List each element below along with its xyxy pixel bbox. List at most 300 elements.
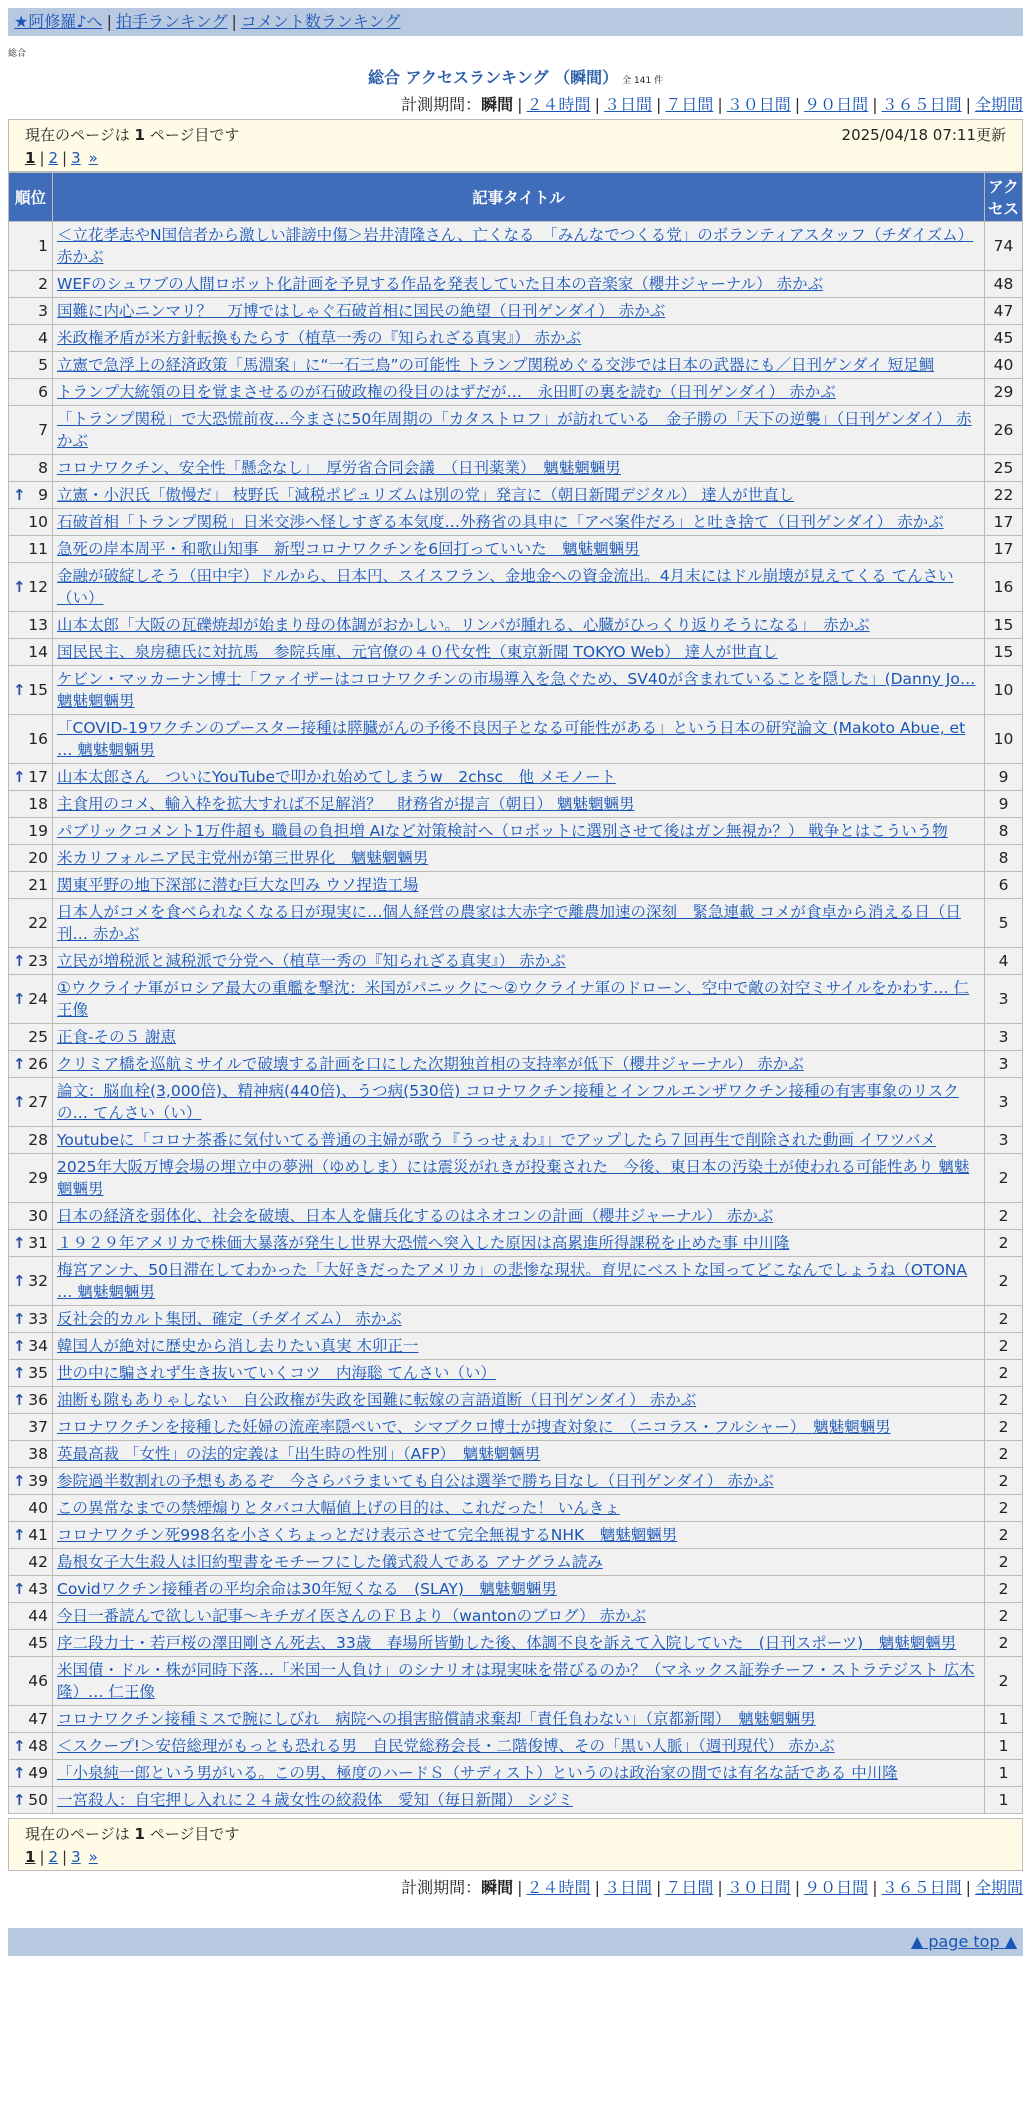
title-cell	[53, 1760, 985, 1787]
rank-cell	[9, 1522, 53, 1549]
rank-cell	[9, 764, 53, 791]
separator: |	[594, 1878, 600, 1897]
page-info-panel-bottom	[8, 1818, 1023, 1871]
access-count: 3	[985, 1127, 1023, 1154]
rank-cell	[9, 1024, 53, 1051]
article-link[interactable]: ＜立花孝志やN国信者から激しい誹謗中傷＞岩井清隆さん、亡くなる 「みんなでつくる党」のボランティアスタッフ（チダイズム） 赤かぶ	[57, 226, 974, 266]
period-link[interactable]: ２４時間	[526, 1878, 591, 1897]
rank-number: 16	[28, 730, 48, 748]
page-link[interactable]: 2	[48, 1848, 59, 1866]
next-page-link[interactable]: »	[88, 1848, 98, 1866]
rank-number: 40	[28, 1499, 48, 1517]
rank-cell	[9, 1230, 53, 1257]
period-link[interactable]: ３６５日間	[881, 95, 962, 114]
title-cell	[53, 379, 985, 406]
title-cell	[53, 482, 985, 509]
separator: |	[39, 149, 45, 167]
separator: |	[106, 12, 112, 31]
title-cell	[53, 1468, 985, 1495]
rank-number: 15	[28, 681, 48, 699]
title-cell	[53, 1203, 985, 1230]
article-link[interactable]: １９２９年アメリカで株価大暴落が発生し世界大恐慌へ突入した原因は高累進所得課税を止めた事 中川隆	[57, 1234, 790, 1252]
rank-number: 1	[38, 237, 48, 255]
title-cell	[53, 639, 985, 666]
clap-ranking-link[interactable]: 拍手ランキング	[115, 12, 228, 31]
article-link[interactable]: ケビン・マッカーナン博士「ファイザーはコロナワクチンの市場導入を急ぐため、SV40が含まれていることを隠した」(Danny Jo… 魑魅魍魎男	[57, 670, 976, 710]
article-link[interactable]: 2025年大阪万博会場の埋立中の夢洲（ゆめしま）には震災がれきが投棄された 今後、東日本の汚染土が使われる可能性あり 魑魅魍魎男	[57, 1158, 970, 1198]
access-count: 8	[985, 818, 1023, 845]
rank-cell	[9, 222, 53, 271]
period-link[interactable]: ３日間	[603, 95, 652, 114]
rank-number: 20	[28, 849, 48, 867]
access-count: 2	[985, 1495, 1023, 1522]
separator: |	[717, 1878, 723, 1897]
rank-cell	[9, 1078, 53, 1127]
period-link[interactable]: ７日間	[665, 1878, 714, 1897]
table-row	[9, 1630, 1023, 1657]
article-link[interactable]: 反社会的カルト集団、確定（チダイズム） 赤かぶ	[57, 1310, 402, 1328]
category-label: 総合	[8, 49, 27, 59]
period-link[interactable]: ３０日間	[726, 1878, 791, 1897]
separator: |	[965, 95, 971, 114]
access-count: 10	[985, 715, 1023, 764]
title-cell	[53, 899, 985, 948]
article-link[interactable]: コロナワクチン、安全性「懸念なし」 厚労省合同会議 （日刊薬業） 魑魅魍魎男	[57, 459, 621, 477]
rank-number: 33	[28, 1310, 48, 1328]
access-count: 2	[985, 1154, 1023, 1203]
table-row	[9, 352, 1023, 379]
table-row	[9, 612, 1023, 639]
rank-number: 27	[28, 1093, 48, 1111]
article-link[interactable]: 韓国人が絶対に歴史から消し去りたい真実 木卯正一	[57, 1337, 419, 1355]
title-cell	[53, 1051, 985, 1078]
rank-cell	[9, 1203, 53, 1230]
article-link[interactable]: 日本人がコメを食べられなくなる日が現実に…個人経営の農家は大赤字で離農加速の深刻 緊急連載 コメが食卓から消える日（日刊… 赤かぶ	[57, 903, 961, 943]
rank-number: 39	[28, 1472, 48, 1490]
access-count: 2	[985, 1549, 1023, 1576]
period-link[interactable]: ３０日間	[726, 95, 791, 114]
rank-up-icon: ↑	[13, 1337, 26, 1355]
rank-number: 22	[28, 914, 48, 932]
article-link[interactable]: 立民が増税派と減税派で分党へ（植草一秀の『知られざる真実』） 赤かぶ	[57, 952, 566, 970]
rank-up-icon: ↑	[13, 1272, 26, 1290]
access-count: 15	[985, 612, 1023, 639]
access-count: 48	[985, 271, 1023, 298]
title-cell	[53, 1603, 985, 1630]
table-row	[9, 639, 1023, 666]
title-cell	[53, 764, 985, 791]
rank-cell	[9, 666, 53, 715]
rank-cell	[9, 455, 53, 482]
access-count: 2	[985, 1468, 1023, 1495]
article-link[interactable]: Youtubeに「コロナ茶番に気付いてる普通の主婦が歌う『うっせぇわ』」でアップしたら７回再生で削除された動画 イワツバメ	[57, 1131, 936, 1149]
period-label: 計測期間：	[401, 95, 482, 114]
title-cell	[53, 1257, 985, 1306]
access-count: 2	[985, 1630, 1023, 1657]
page-title-row	[0, 65, 1031, 88]
rank-up-icon: ↑	[13, 1526, 26, 1544]
table-row	[9, 455, 1023, 482]
separator: |	[872, 95, 878, 114]
rank-cell	[9, 715, 53, 764]
table-row	[9, 715, 1023, 764]
title-cell	[53, 612, 985, 639]
footer-bar	[8, 1928, 1023, 1956]
article-link[interactable]: 米国債・ドル・株が同時下落…「米国一人負け」のシナリオは現実味を帯びるのか？（マネックス証券チーフ・ストラテジスト 広木隆）… 仁王像	[57, 1661, 975, 1701]
article-link[interactable]: 山本太郎「大阪の瓦礫焼却が始まり母の体調がおかしい。リンパが腫れる、心臓がひっくり返りそうになる」 赤かぶ	[57, 616, 870, 634]
rank-cell	[9, 1154, 53, 1203]
rank-cell	[9, 1387, 53, 1414]
access-count: 1	[985, 1760, 1023, 1787]
article-link[interactable]: 米政権矛盾が米方針転換もたらす（植草一秀の『知られざる真実』） 赤かぶ	[57, 329, 582, 347]
rank-up-icon: ↑	[13, 681, 26, 699]
title-cell	[53, 509, 985, 536]
article-link[interactable]: ＜スクープ!＞安倍総理がもっとも恐れる男 自民党総務会長・二階俊博、その「黒い人脈」（週刊現代） 赤かぶ	[57, 1737, 835, 1755]
access-count: 2	[985, 1203, 1023, 1230]
rank-number: 4	[38, 329, 48, 347]
rank-number: 26	[28, 1055, 48, 1073]
period-link[interactable]: 全期間	[974, 1878, 1023, 1897]
article-link[interactable]: 島根女子大生殺人は旧約聖書をモチーフにした儀式殺人である アナグラム読み	[57, 1553, 603, 1571]
rank-number: 46	[28, 1672, 48, 1690]
title-cell	[53, 1576, 985, 1603]
article-link[interactable]: 序二段力士・若戸桜の澤田剛さん死去、33歳 春場所皆勤した後、体調不良を訴えて入院していた (日刊スポーツ) 魑魅魍魎男	[57, 1634, 957, 1652]
title-cell	[53, 1522, 985, 1549]
table-row	[9, 1024, 1023, 1051]
page-top-link[interactable]: ▲ page top ▲	[910, 1932, 1017, 1951]
access-count: 2	[985, 1657, 1023, 1706]
pagination	[25, 149, 1006, 167]
rank-number: 3	[38, 302, 48, 320]
article-link[interactable]: パブリックコメント1万件超も 職員の負担増 AIなど対策検討へ（ロボットに選別させて後はガン無視か？） 戦争とはこういう物	[57, 822, 948, 840]
access-count: 3	[985, 1024, 1023, 1051]
access-count: 2	[985, 1576, 1023, 1603]
access-count: 9	[985, 764, 1023, 791]
rank-number: 13	[28, 616, 48, 634]
table-row	[9, 1733, 1023, 1760]
rank-number: 30	[28, 1207, 48, 1225]
title-cell	[53, 1154, 985, 1203]
title-cell	[53, 536, 985, 563]
rank-cell	[9, 1051, 53, 1078]
article-link[interactable]: トランプ大統領の目を覚まさせるのが石破政権の役目のはずだが… 永田町の裏を読む（日刊ゲンダイ） 赤かぶ	[57, 383, 836, 401]
article-link[interactable]: 石破首相「トランプ関税」日米交渉へ怪しすぎる本気度…外務省の具申に「アベ案件だろ」と吐き捨て（日刊ゲンダイ） 赤かぶ	[57, 513, 944, 531]
article-link[interactable]: 急死の岸本周平・和歌山知事 新型コロナワクチンを6回打っていいた 魑魅魍魎男	[57, 540, 640, 558]
title-cell	[53, 1333, 985, 1360]
rank-up-icon: ↑	[13, 990, 26, 1008]
article-link[interactable]: 「小泉純一郎という男がいる。この男、極度のハードＳ（サディスト）というのは政治家の間では有名な話である 中川隆	[57, 1764, 898, 1782]
rank-number: 11	[28, 540, 48, 558]
article-link[interactable]: 今日一番読んで欲しい記事～キチガイ医さんのＦＢより（wantonのブログ） 赤かぶ	[57, 1607, 647, 1625]
rank-number: 28	[28, 1131, 48, 1149]
table-row	[9, 563, 1023, 612]
article-link[interactable]: ①ウクライナ軍がロシア最大の重艦を撃沈：米国がパニックに～②ウクライナ軍のドローン、空中で敵の対空ミサイルをかわす… 仁王像	[57, 979, 970, 1019]
rank-cell	[9, 948, 53, 975]
article-link[interactable]: 参院過半数割れの予想もあるぞ 今さらバラまいても自公は選挙で勝ち目なし（日刊ゲンダイ） 赤かぶ	[57, 1472, 774, 1490]
table-row	[9, 325, 1023, 352]
access-count: 17	[985, 536, 1023, 563]
rank-number: 36	[28, 1391, 48, 1409]
article-link[interactable]: コロナワクチン接種ミスで腕にしびれ 病院への損害賠償請求棄却「責任負わない」（京都新聞） 魑魅魍魎男	[57, 1710, 816, 1728]
access-count: 17	[985, 509, 1023, 536]
title-cell	[53, 975, 985, 1024]
article-link[interactable]: 国民民主、泉房穂氏に対抗馬 参院兵庫、元官僚の４０代女性（東京新聞 TOKYO Web） 達人が世直し	[57, 643, 778, 661]
rank-number: 50	[28, 1791, 48, 1809]
title-cell	[53, 715, 985, 764]
period-link[interactable]: ７日間	[665, 95, 714, 114]
period-link[interactable]: ３６５日間	[881, 1878, 962, 1897]
article-link[interactable]: 国難に内心ニンマリ？ 万博ではしゃぐ石破首相に国民の絶望（日刊ゲンダイ） 赤かぶ	[57, 302, 666, 320]
table-row	[9, 1495, 1023, 1522]
title-cell	[53, 1495, 985, 1522]
separator: |	[62, 149, 68, 167]
rank-cell	[9, 1657, 53, 1706]
article-link[interactable]: 日本の経済を弱体化、社会を破壊、日本人を傭兵化するのはネオコンの計画（櫻井ジャーナル） 赤かぶ	[57, 1207, 774, 1225]
separator: |	[717, 95, 723, 114]
rank-cell	[9, 612, 53, 639]
table-row	[9, 1576, 1023, 1603]
separator: |	[655, 1878, 662, 1897]
rank-cell	[9, 298, 53, 325]
article-link[interactable]: 「トランプ関税」で大恐慌前夜…今まさに50年周期の「カタストロフ」が訪れている 金子勝の「天下の逆襲」（日刊ゲンダイ） 赤かぶ	[57, 410, 972, 450]
article-link[interactable]: 米カリフォルニア民主党州が第三世界化 魑魅魍魎男	[57, 849, 429, 867]
table-row	[9, 222, 1023, 271]
table-row	[9, 1414, 1023, 1441]
article-link[interactable]: 油断も隙もありゃしない 自公政権が失政を国難に転嫁の言語道断（日刊ゲンダイ） 赤かぶ	[57, 1391, 697, 1409]
rank-number: 6	[38, 383, 48, 401]
article-link[interactable]: 梅宮アンナ、50日滞在してわかった「大好きだったアメリカ」の悲惨な現状。育児にベストな国ってどこなんでしょうね（OTONA … 魑魅魍魎男	[57, 1261, 968, 1301]
table-row	[9, 1441, 1023, 1468]
article-link[interactable]: コロナワクチンを接種した妊婦の流産率隠ぺいで、シマブクロ博士が捜査対象に （ニコラス・フルシャー） 魑魅魍魎男	[57, 1418, 891, 1436]
title-cell	[53, 1657, 985, 1706]
separator: |	[517, 95, 523, 114]
access-count: 1	[985, 1706, 1023, 1733]
total-count: 全 141 件	[622, 76, 664, 86]
page-link[interactable]: 3	[71, 149, 81, 167]
access-count: 8	[985, 845, 1023, 872]
rank-cell	[9, 1306, 53, 1333]
table-row	[9, 298, 1023, 325]
current-page-text: 現在のページは 1 ページ目です	[25, 126, 240, 144]
access-count: 2	[985, 1306, 1023, 1333]
rank-cell	[9, 271, 53, 298]
article-link[interactable]: 世の中に騙されず生き抜いていくコツ 内海聡 てんさい（い）	[57, 1364, 496, 1382]
rank-cell	[9, 379, 53, 406]
rank-cell	[9, 1127, 53, 1154]
article-link[interactable]: コロナワクチン死998名を小さくちょっとだけ表示させて完全無視するNHK 魑魅魍魎男	[57, 1526, 678, 1544]
pagination	[25, 1848, 1006, 1866]
article-link[interactable]: 主食用のコメ、輸入枠を拡大すれば不足解消？ 財務省が提言（朝日） 魑魅魍魎男	[57, 795, 635, 813]
article-link[interactable]: 立憲で急浮上の経済政策「馬淵案」に“一石三鳥”の可能性 トランプ関税めぐる交渉では日本の武器にも／日刊ゲンダイ 短足鯛	[57, 356, 935, 374]
rank-up-icon: ↑	[13, 1764, 26, 1782]
access-header: アクセス	[985, 173, 1023, 222]
access-count: 2	[985, 1360, 1023, 1387]
rank-cell	[9, 536, 53, 563]
rank-cell	[9, 563, 53, 612]
rank-number: 23	[28, 952, 48, 970]
title-cell	[53, 271, 985, 298]
title-cell	[53, 563, 985, 612]
separator: |	[965, 1878, 971, 1897]
table-row	[9, 1257, 1023, 1306]
table-row	[9, 1051, 1023, 1078]
page-current: 1	[25, 149, 36, 167]
current-page-text: 現在のページは 1 ページ目です	[25, 1825, 240, 1843]
article-link[interactable]: 論文：脳血栓(3,000倍)、精神病(440倍)、うつ病(530倍) コロナワクチン接種とインフルエンザワクチン接種の有害事象のリスクの… てんさい（い）	[57, 1082, 959, 1122]
period-link[interactable]: ３日間	[603, 1878, 652, 1897]
table-row	[9, 1306, 1023, 1333]
rank-cell	[9, 872, 53, 899]
article-link[interactable]: 「COVID-19ワクチンのブースター接種は膵臓がんの予後不良因子となる可能性がある」という日本の研究論文 (Makoto Abue, et … 魑魅魍魎男	[57, 719, 966, 759]
access-count: 15	[985, 639, 1023, 666]
title-cell	[53, 222, 985, 271]
page-info-panel	[8, 119, 1023, 172]
access-count: 2	[985, 1387, 1023, 1414]
table-row	[9, 1706, 1023, 1733]
rank-cell	[9, 1603, 53, 1630]
table-row	[9, 899, 1023, 948]
rank-cell	[9, 1733, 53, 1760]
rank-number: 12	[28, 578, 48, 596]
rank-number: 31	[28, 1234, 48, 1252]
table-row	[9, 1657, 1023, 1706]
rank-cell	[9, 1257, 53, 1306]
comment-ranking-link[interactable]: コメント数ランキング	[240, 12, 401, 31]
table-row	[9, 1787, 1023, 1814]
rank-cell	[9, 791, 53, 818]
period-link[interactable]: ９０日間	[804, 1878, 869, 1897]
title-cell	[53, 455, 985, 482]
period-link[interactable]: ９０日間	[804, 95, 869, 114]
rank-cell	[9, 639, 53, 666]
article-link[interactable]: 関東平野の地下深部に潜む巨大な凹み ウソ捏造工場	[57, 876, 419, 894]
rank-number: 34	[28, 1337, 48, 1355]
title-header: 記事タイトル	[53, 173, 985, 222]
rank-up-icon: ↑	[13, 1093, 26, 1111]
rank-up-icon: ↑	[13, 1737, 26, 1755]
rank-number: 18	[28, 795, 48, 813]
rank-number: 14	[28, 643, 48, 661]
rank-up-icon: ↑	[13, 578, 26, 596]
article-link[interactable]: 金融が破綻しそう（田中宇）ドルから、日本円、スイスフラン、金地金への資金流出。4月末にはドル崩壊が見えてくる てんさい（い）	[57, 567, 954, 607]
rank-up-icon: ↑	[13, 768, 26, 786]
table-row	[9, 872, 1023, 899]
article-link[interactable]: 一宮殺人：自宅押し入れに２４歳女性の絞殺体 愛知（毎日新聞） シジミ	[57, 1791, 574, 1809]
rank-number: 32	[28, 1272, 48, 1290]
table-row	[9, 845, 1023, 872]
access-count: 4	[985, 948, 1023, 975]
rank-number: 19	[28, 822, 48, 840]
table-row	[9, 379, 1023, 406]
title-cell	[53, 1706, 985, 1733]
access-count: 16	[985, 563, 1023, 612]
article-link[interactable]: 山本太郎さん ついにYouTubeで叩かれ始めてしまうw 2chsc 他 メモノート	[57, 768, 616, 786]
rank-cell	[9, 1333, 53, 1360]
article-link[interactable]: 正食-その５ 謝恵	[57, 1028, 177, 1046]
table-row	[9, 1078, 1023, 1127]
table-row	[9, 1468, 1023, 1495]
table-row	[9, 536, 1023, 563]
period-selector	[0, 92, 1023, 115]
access-count: 1	[985, 1733, 1023, 1760]
title-cell	[53, 352, 985, 379]
rank-up-icon: ↑	[13, 1580, 26, 1598]
rank-cell	[9, 325, 53, 352]
article-link[interactable]: この異常なまでの禁煙煽りとタバコ大幅値上げの目的は、これだった！ いんきょ	[57, 1499, 620, 1517]
table-row	[9, 1360, 1023, 1387]
access-count: 2	[985, 1230, 1023, 1257]
access-count: 40	[985, 352, 1023, 379]
rank-cell	[9, 975, 53, 1024]
rank-number: 29	[28, 1169, 48, 1187]
article-link[interactable]: クリミア橋を巡航ミサイルで破壊する計画を口にした次期独首相の支持率が低下（櫻井ジャーナル） 赤かぶ	[57, 1055, 804, 1073]
title-cell	[53, 1306, 985, 1333]
rank-number: 8	[38, 459, 48, 477]
period-current: 瞬間	[481, 95, 514, 114]
access-count: 25	[985, 455, 1023, 482]
rank-up-icon: ↑	[13, 1364, 26, 1382]
title-cell	[53, 791, 985, 818]
page-link[interactable]: 2	[48, 149, 59, 167]
title-cell	[53, 818, 985, 845]
next-page-link[interactable]: »	[88, 149, 98, 167]
table-row	[9, 666, 1023, 715]
article-link[interactable]: Covidワクチン接種者の平均余命は30年短くなる (SLAY) 魑魅魍魎男	[57, 1580, 557, 1598]
rank-number: 42	[28, 1553, 48, 1571]
access-count: 47	[985, 298, 1023, 325]
page-link[interactable]: 3	[71, 1848, 81, 1866]
title-cell	[53, 1078, 985, 1127]
title-cell	[53, 1387, 985, 1414]
access-count: 9	[985, 791, 1023, 818]
table-row	[9, 764, 1023, 791]
separator: |	[794, 1878, 801, 1897]
rank-cell	[9, 1706, 53, 1733]
access-count: 26	[985, 406, 1023, 455]
article-link[interactable]: WEFのシュワブの人間ロボット化計画を予見する作品を発表していた日本の音楽家（櫻井ジャーナル） 赤かぶ	[57, 275, 824, 293]
rank-number: 38	[28, 1445, 48, 1463]
home-link[interactable]: ★阿修羅♪へ	[14, 12, 103, 31]
rank-number: 25	[28, 1028, 48, 1046]
table-row	[9, 406, 1023, 455]
period-link[interactable]: 全期間	[974, 95, 1023, 114]
rank-number: 48	[28, 1737, 48, 1755]
access-count: 5	[985, 899, 1023, 948]
title-cell	[53, 1733, 985, 1760]
rank-number: 43	[28, 1580, 48, 1598]
separator: |	[231, 12, 237, 31]
rank-number: 41	[28, 1526, 48, 1544]
access-count: 2	[985, 1441, 1023, 1468]
article-link[interactable]: 立憲・小沢氏「傲慢だ」 枝野氏「減税ポピュリズムは別の党」発言に（朝日新聞デジタル） 達人が世直し	[57, 486, 795, 504]
title-cell	[53, 1549, 985, 1576]
period-link[interactable]: ２４時間	[526, 95, 591, 114]
rank-cell	[9, 845, 53, 872]
rank-cell	[9, 406, 53, 455]
rank-cell	[9, 1441, 53, 1468]
rank-cell	[9, 509, 53, 536]
title-cell	[53, 1230, 985, 1257]
rank-number: 10	[28, 513, 48, 531]
rank-up-icon: ↑	[13, 1234, 26, 1252]
separator: |	[62, 1848, 68, 1866]
current-page-number: 1	[134, 1825, 145, 1843]
rank-up-icon: ↑	[13, 1310, 26, 1328]
table-row	[9, 1154, 1023, 1203]
article-link[interactable]: 英最高裁 「女性」の法的定義は「出生時の性別」（AFP） 魑魅魍魎男	[57, 1445, 541, 1463]
rank-number: 49	[28, 1764, 48, 1782]
title-cell	[53, 948, 985, 975]
